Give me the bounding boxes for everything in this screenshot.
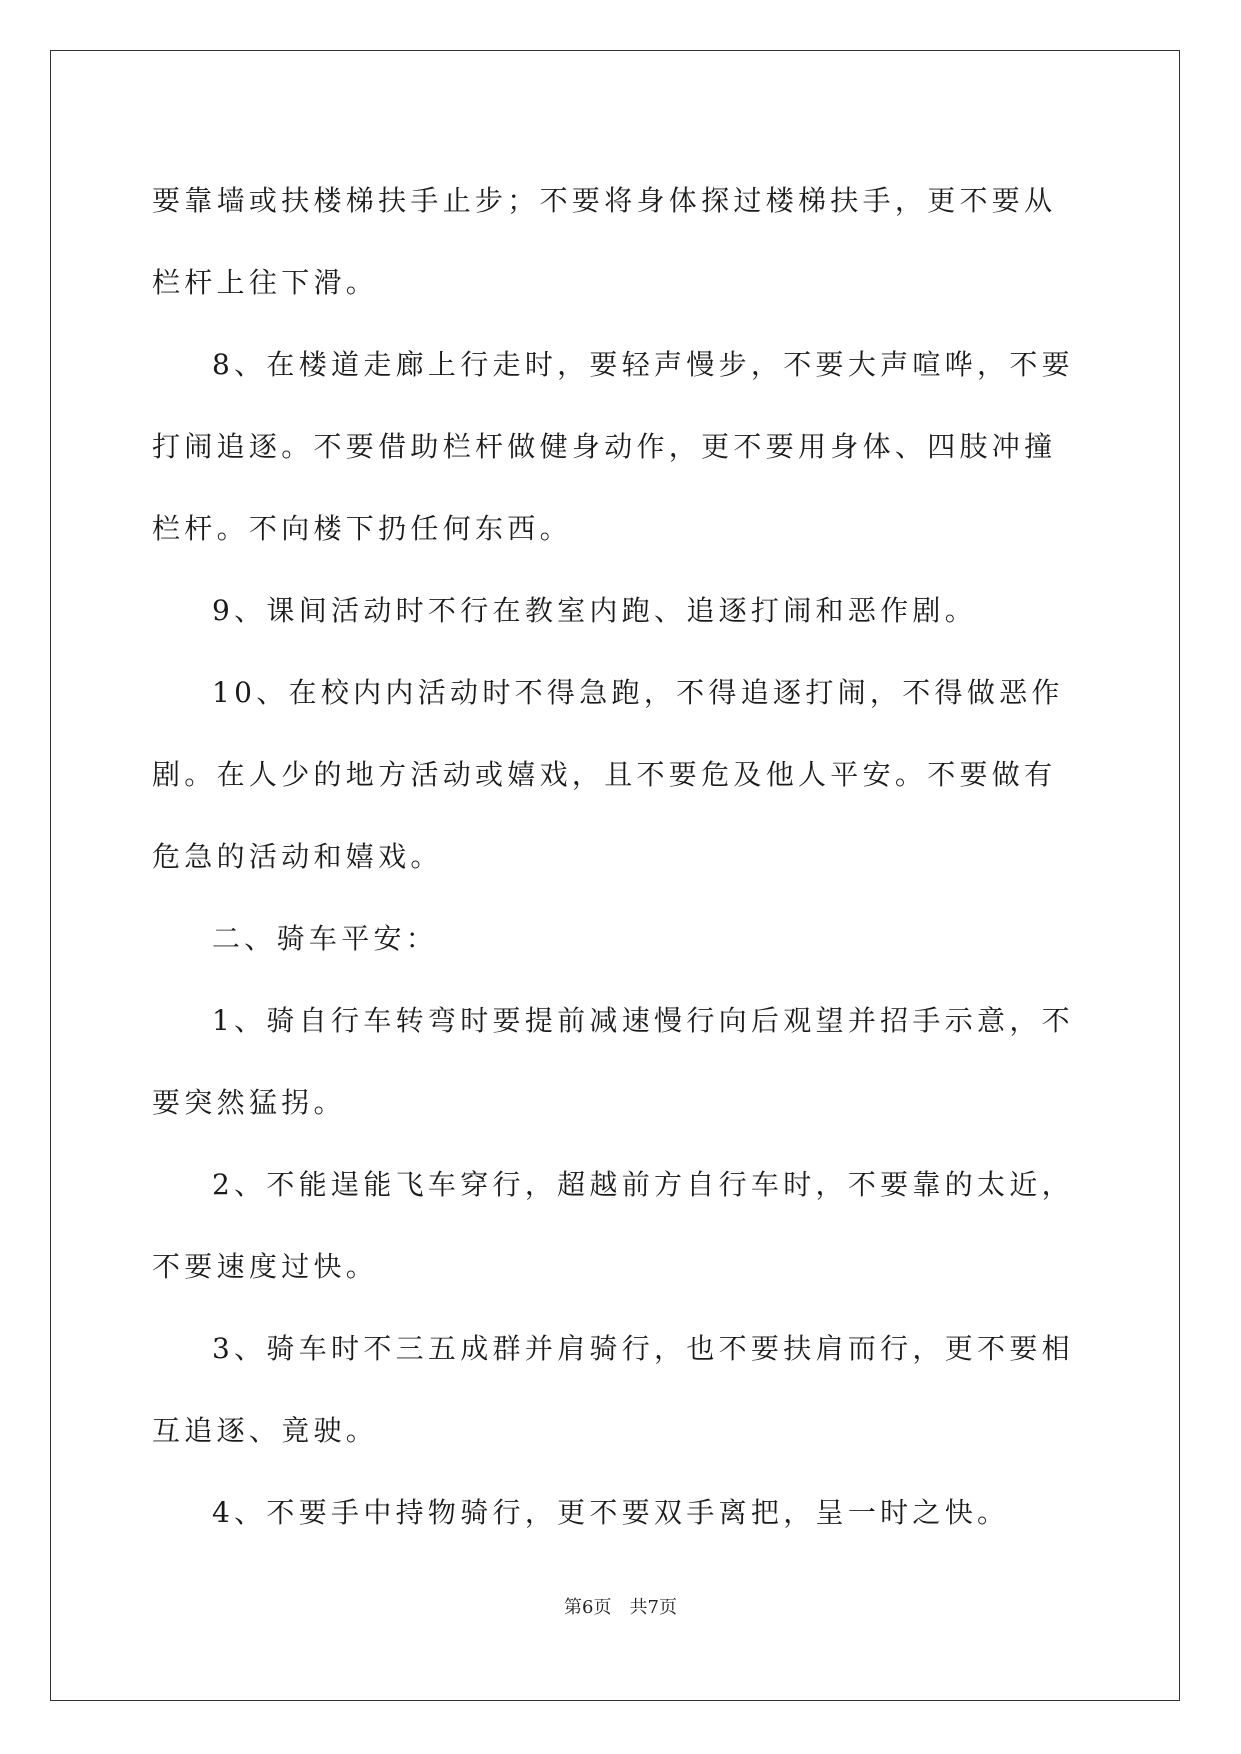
page-number-total: 共7页	[629, 1597, 677, 1618]
paragraph-item-10: 10、在校内内活动时不得急跑，不得追逐打闹，不得做恶作剧。在人少的地方活动或嬉戏，且不要危及他人平安。不要做有危急的活动和嬉戏。	[152, 676, 1064, 873]
paragraph-cycling-item-1: 1、骑自行车转弯时要提前减速慢行向后观望并招手示意，不要突然猛拐。	[152, 1004, 1074, 1119]
document-body	[152, 160, 1082, 1554]
paragraph-item-8: 8、在楼道走廊上行走时，要轻声慢步，不要大声喧哗，不要打闹追逐。不要借助栏杆做健身动作，更不要用身体、四肢冲撞栏杆。不向楼下扔任何东西。	[152, 348, 1074, 545]
page-footer	[0, 1593, 1241, 1619]
paragraph-continuation: 要靠墙或扶楼梯扶手止步；不要将身体探过楼梯扶手，更不要从栏杆上往下滑。	[152, 184, 1057, 299]
paragraph-cycling-item-3: 3、骑车时不三五成群并肩骑行，也不要扶肩而行，更不要相互追逐、竟驶。	[152, 1332, 1074, 1447]
paragraph-cycling-item-2: 2、不能逞能飞车穿行，超越前方自行车时，不要靠的太近，不要速度过快。	[152, 1168, 1074, 1283]
page-number-current: 第6页	[564, 1597, 612, 1618]
paragraph-item-9: 9、课间活动时不行在教室内跑、追逐打闹和恶作剧。	[212, 594, 978, 627]
paragraph-cycling-item-4: 4、不要手中持物骑行，更不要双手离把，呈一时之快。	[212, 1496, 1010, 1529]
section-heading-cycling-safety: 二、骑车平安：	[212, 922, 439, 955]
